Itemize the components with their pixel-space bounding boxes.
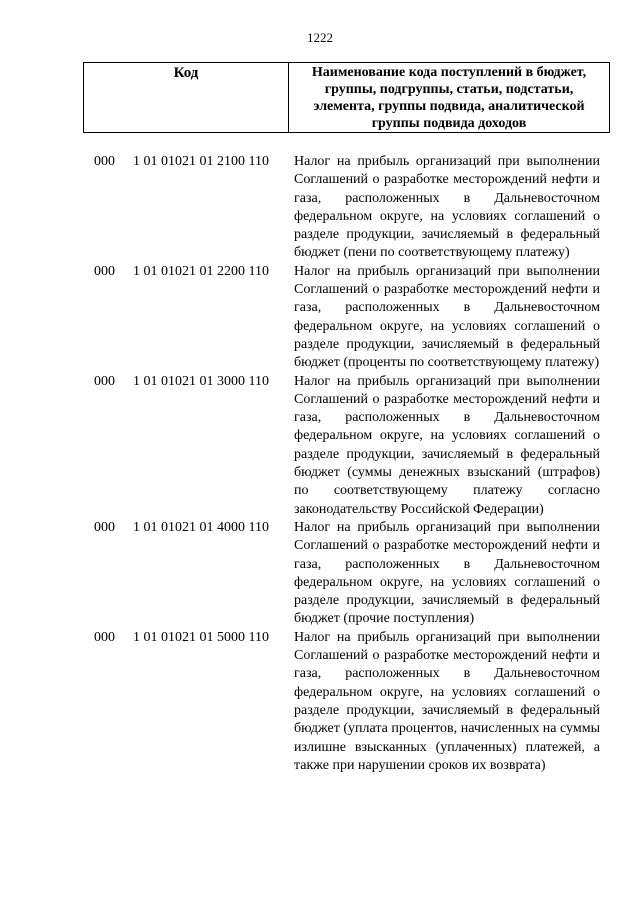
page-number: 1222 — [307, 30, 333, 45]
budget-code: 1 01 01021 01 5000 110 — [133, 629, 269, 645]
income-code-list — [0, 153, 640, 775]
code-description: Налог на прибыль организаций при выполнении Соглашений о разработке месторождений нефти и газа, расположенных в Дальневосточном федеральном округе, на условиях соглашений о разделе продукции, зачисляемый в федеральный бюджет (проценты по соответствующему платежу) — [294, 263, 600, 371]
header-name-label: Наименование кода поступлений в бюджет, группы, подгруппы, статьи, подстатьи, элемента, группы подвида, аналитической группы подвида доходов — [289, 63, 610, 133]
admin-code: 000 — [94, 373, 115, 389]
code-description: Налог на прибыль организаций при выполнении Соглашений о разработке месторождений нефти и газа, расположенных в Дальневосточном федеральном округе, на условиях соглашений о разделе продукции, зачисляемый в федеральный бюджет (уплата процентов, начисленных на суммы излишне взысканных (уплаченных) платежей, а также при нарушении сроков их возврата) — [294, 629, 600, 773]
budget-code: 1 01 01021 01 2200 110 — [133, 263, 269, 279]
header-code-label: Код — [84, 63, 289, 133]
budget-code: 1 01 01021 01 2100 110 — [133, 154, 269, 169]
admin-code: 000 — [94, 263, 115, 279]
code-description: Налог на прибыль организаций при выполнении Соглашений о разработке месторождений нефти и газа, расположенных в Дальневосточном федеральном округе, на условиях соглашений о разделе продукции, зачисляемый в федеральный бюджет (прочие поступления) — [294, 519, 600, 627]
list-item — [0, 153, 640, 263]
list-item — [0, 629, 640, 775]
admin-code: 000 — [94, 629, 115, 645]
code-description: Налог на прибыль организаций при выполнении Соглашений о разработке месторождений нефти и газа, расположенных в Дальневосточном федеральном округе, на условиях соглашений о разделе продукции, зачисляемый в федеральный бюджет (пени по соответствующему платежу) — [294, 154, 600, 261]
admin-code: 000 — [94, 519, 115, 535]
list-item — [0, 263, 640, 373]
list-item — [0, 519, 640, 629]
budget-code: 1 01 01021 01 3000 110 — [133, 373, 269, 389]
list-item — [0, 373, 640, 519]
admin-code: 000 — [94, 154, 115, 169]
header-table — [83, 62, 610, 133]
code-description: Налог на прибыль организаций при выполнении Соглашений о разработке месторождений нефти и газа, расположенных в Дальневосточном федеральном округе, на условиях соглашений о разделе продукции, зачисляемый в федеральный бюджет (суммы денежных взысканий (штрафов) по соответствующему платежу согласно законодательству Российской Федерации) — [294, 373, 600, 517]
budget-code: 1 01 01021 01 4000 110 — [133, 519, 269, 535]
